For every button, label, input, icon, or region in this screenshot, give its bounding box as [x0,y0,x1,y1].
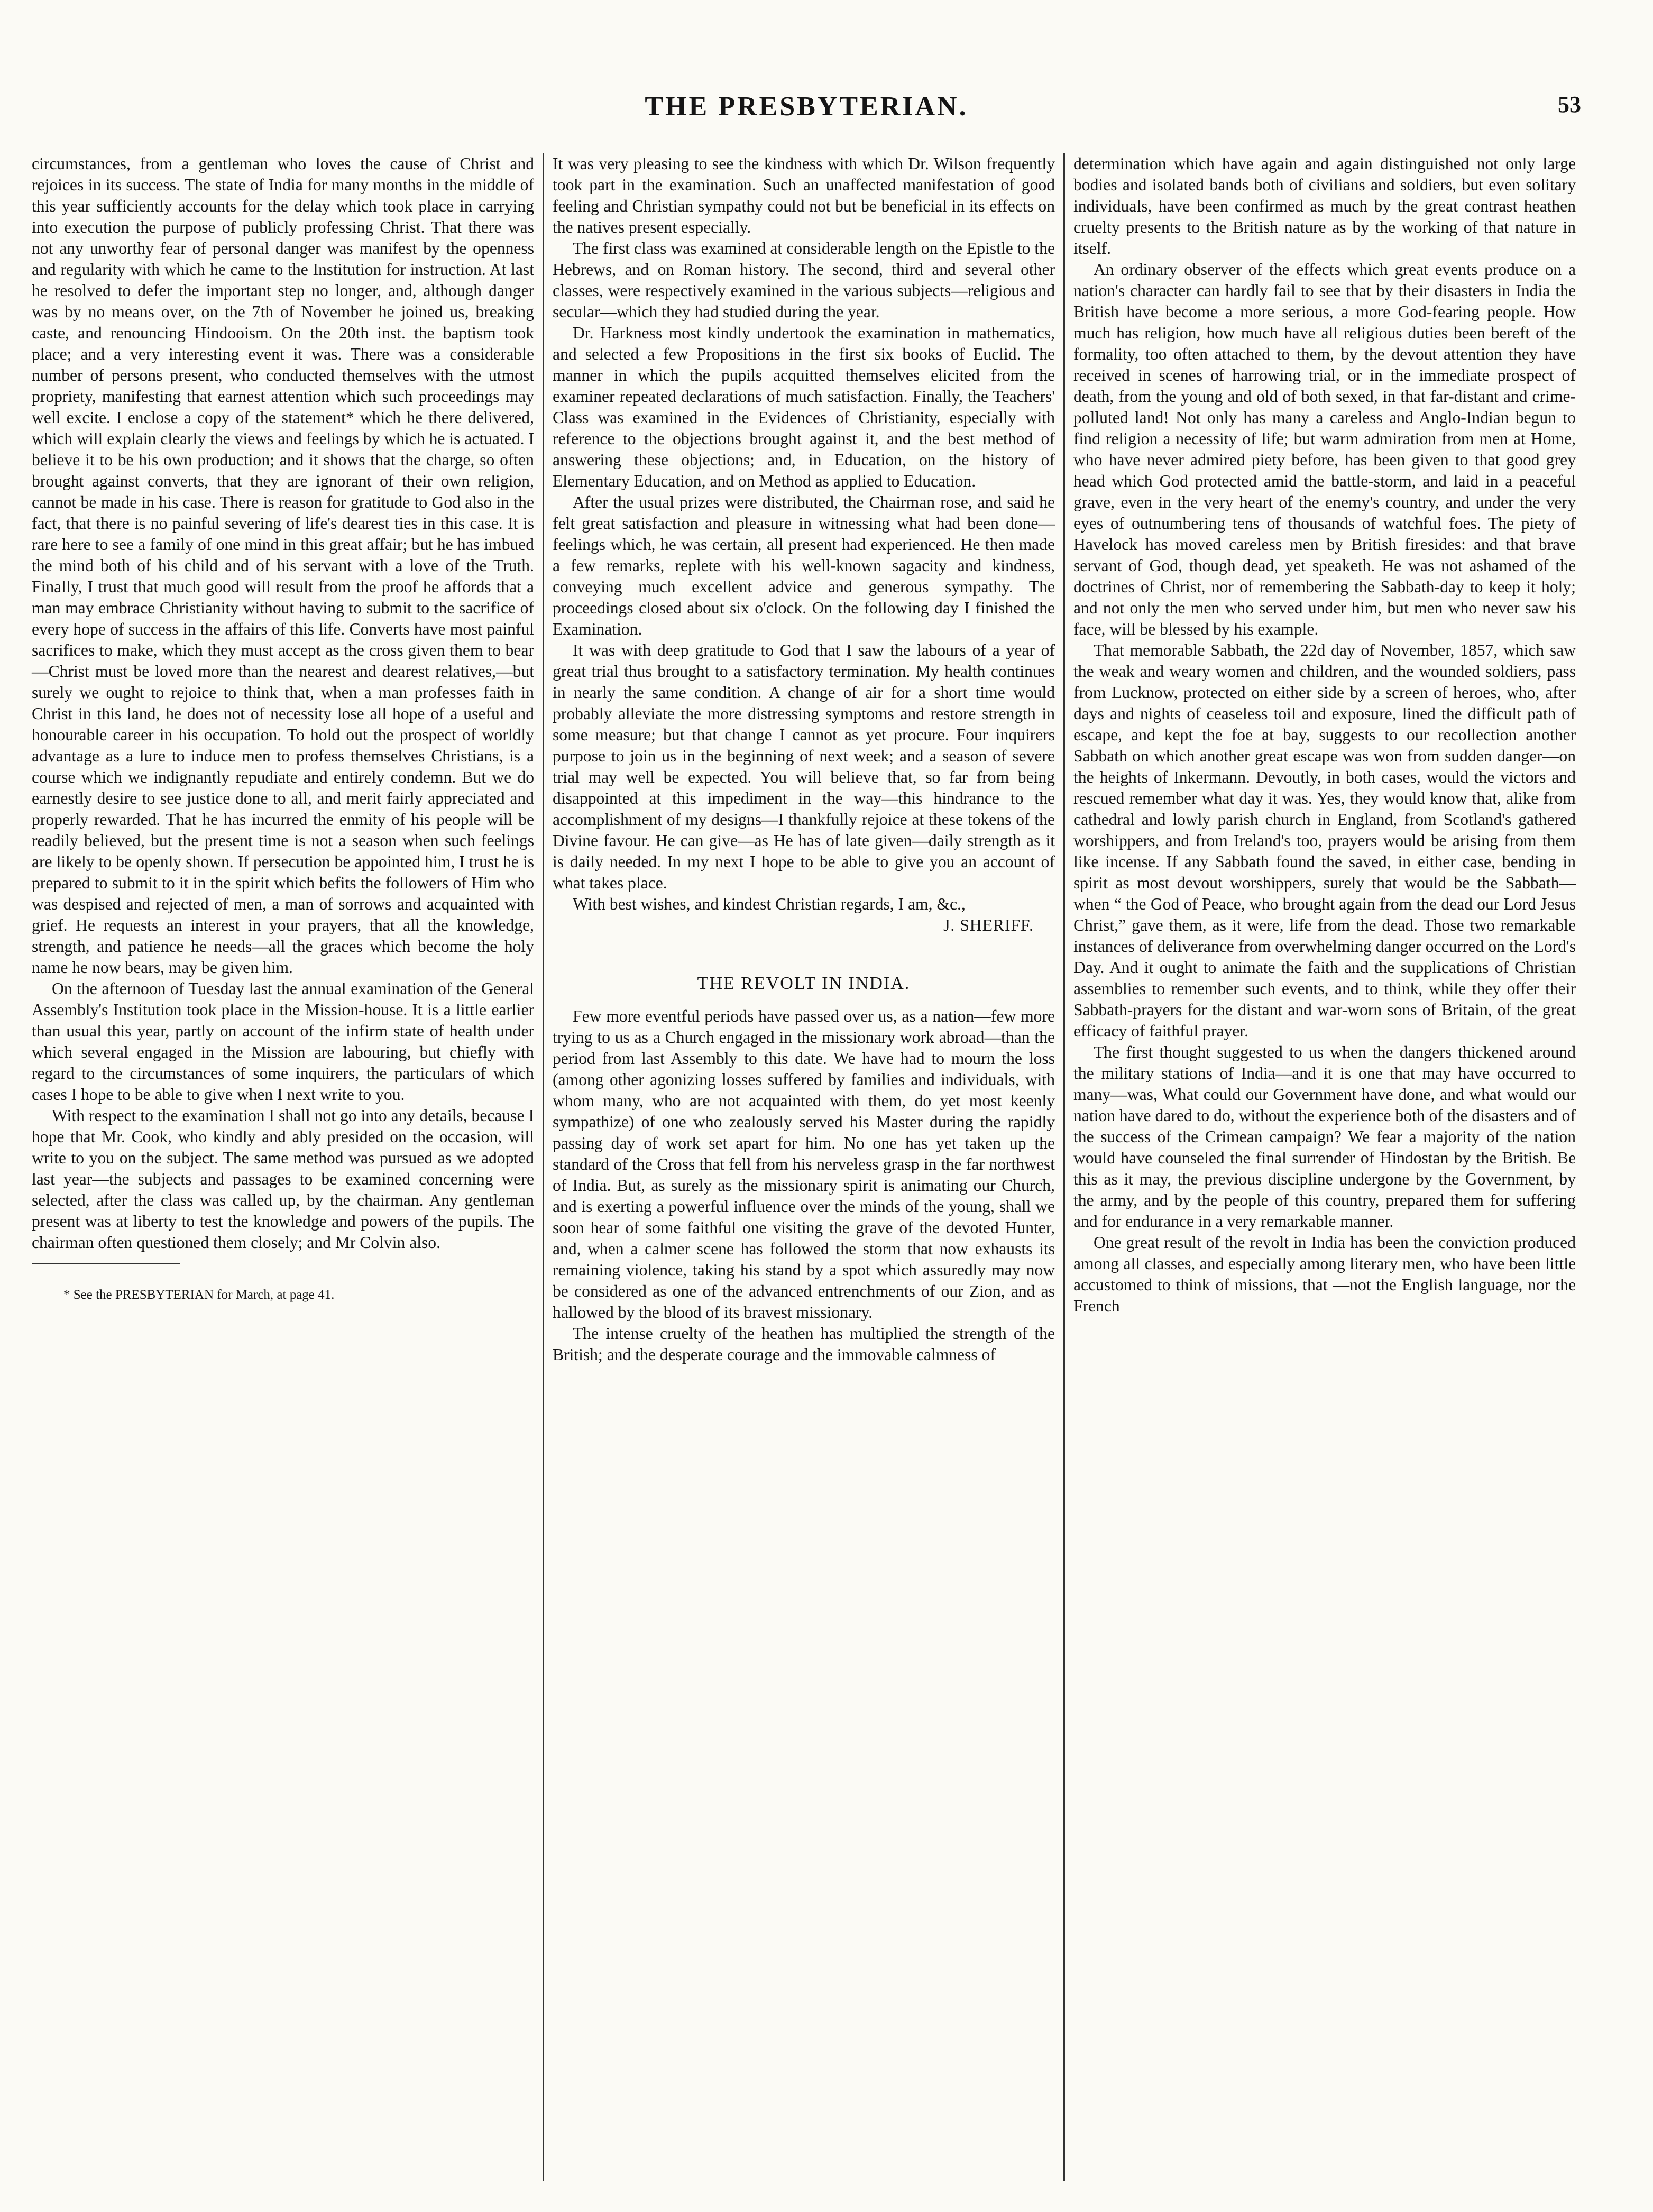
column-1 [32,153,534,1303]
page [32,79,1581,2189]
paragraph: The first class was examined at considerable length on the Epistle to the Hebrews, and on Roman history. The second, third and several other classes, were respectively examined in the various subjects—religious and secular—which they had studied during the year. [553,239,1055,321]
column-3 [1073,153,1576,1317]
column-rule [543,153,544,2181]
page-number: 53 [1558,91,1581,117]
paragraph: After the usual prizes were distributed, the Chairman rose, and said he felt great satisfaction and pleasure in witnessing what had been done—feelings which, he was certain, all present had experienced. He then made a few remarks, replete with his well-known sagacity and kindness, conveying much excellent advice and generous sympathy. The proceedings closed about six o'clock. On the following day I finished the Examination. [553,493,1055,638]
paragraph: On the afternoon of Tuesday last the annual examination of the General Assembly's Institution took place in the Mission-house. It is a little earlier than usual this year, partly on account of the infirm state of health under which several engaged in the Mission are labouring, but chiefly with regard to the circumstances of some inquirers, the particulars of which cases I hope to be able to give when I next write to you. [32,979,534,1104]
paragraph: Dr. Harkness most kindly undertook the examination in mathematics, and selected a few Propositions in the first six books of Euclid. The manner in which the pupils acquitted themselves elicited from the examiner repeated declarations of much satisfaction. Finally, the Teachers' Class was examined in the Evidences of Christianity, especially with reference to the objections brought against it, and the best method of answering these objections; and, in Education, on the history of Elementary Education, and on Method as applied to Education. [553,324,1055,490]
column-rule [1063,153,1065,2181]
paragraph: That memorable Sabbath, the 22d day of November, 1857, which saw the weak and weary women and children, and the wounded soldiers, pass from Lucknow, protected on either side by a screen of heroes, who, after days and nights of ceaseless toil and exposure, lined the difficult path of escape, and kept the foe at bay, suggests to our recollection another Sabbath on which another great escape was won from sudden danger—on the heights of Inkermann. Devoutly, in both cases, would the victors and rescued remember what day it was. Yes, they would know that, alike from cathedral and lowly parish church in England, from Scotland's gathered worshippers, and from Ireland's too, prayers would be arising from them like incense. If any Sabbath found the saved, in either case, bending in spirit as most devout worshippers, surely that would be the Sabbath—when “ the God of Peace, who brought again from the dead our Lord Jesus Christ,” gave them, as it were, life from the dead. Those two remarkable instances of deliverance from overwhelming danger occurred on the Lord's Day. And it ought to animate the faith and the supplications of Christian assemblies to remember such events, and to think, while they offer their Sabbath-prayers for the distant and war-worn sons of Britain, of the great efficacy of faithful prayer. [1073,641,1576,1040]
closing-text: With best wishes, and kindest Christian regards, I am, &c., [573,895,966,913]
paragraph: The intense cruelty of the heathen has multiplied the strength of the British; and the desperate courage and the immovable calmness of [553,1324,1055,1364]
paragraph: circumstances, from a gentleman who loves the cause of Christ and rejoices in its success. The state of India for many months in the middle of this year sufficiently accounts for the delay which took place in carrying into execution the purpose of publicly professing Christ. That there was not any unworthy fear of personal danger was manifest by the openness and regularity with which he came to the Institution for instruction. At last he resolved to defer the important step no longer, and, although danger was by no means over, on the 7th of November he joined us, breaking caste, and renouncing Hindooism. On the 20th inst. the baptism took place; and a very interesting event it was. There was a considerable number of persons present, who conducted themselves with the utmost propriety, manifesting that earnest attention which such proceedings may well excite. I enclose a copy of the statement* which he there delivered, which will explain clearly the views and feelings by which he is actuated. I believe it to be his own production; and it shows that the charge, so often brought against converts, that they are ignorant of their own religion, cannot be made in his case. There is reason for gratitude to God also in the fact, that there is no painful severing of life's dearest ties in this case. It is rare here to see a family of one mind in this great affair; but he has imbued the mind both of his child and of his servant with a love of the Truth. Finally, I trust that much good will result from the proof he affords that a man may embrace Christianity without having to submit to the sacrifice of every hope of success in the affairs of this life. Converts have most painful sacrifices to make, which they must accept as the cross given them to bear—Christ must be loved more than the nearest and dearest relatives,—but surely we ought to rejoice to think that, when a man professes faith in Christ in this land, he does not of necessity lose all hope of a useful and honourable career in his occupation. To hold out the prospect of worldly advantage as a lure to induce men to profess themselves Christians, is a course which we indignantly repudiate and entirely condemn. But we do earnestly desire to see justice done to all, and merit fairly appreciated and properly rewarded. That he has incurred the enmity of his people will be readily believed, but the present time is not a season when such feelings are likely to be openly shown. If persecution be appointed him, I trust he is prepared to submit to it in the spirit which befits the followers of Him who was despised and rejected of men, a man of sorrows and acquainted with grief. He requests an interest in your prayers, that all the knowledge, strength, and patience he needs—all the graces which become the holy name he now bears, may be given him. [32,154,534,977]
closing [553,894,1055,915]
signature-name: J. SHERIFF. [943,916,1034,934]
paragraph: It was very pleasing to see the kindness with which Dr. Wilson frequently took part in the examination. Such an unaffected manifestation of good feeling and Christian sympathy could not but be beneficial in its effects on the natives present especially. [553,154,1055,236]
paragraph: With respect to the examination I shall not go into any details, because I hope that Mr. Cook, who kindly and ably presided on the occasion, will write to you on the subject. The same method was pursued as we adopted last year—the subjects and passages to be examined concerning were selected, after the class was called up, by the chairman. Any gentleman present was at liberty to test the knowledge and powers of the pupils. The chairman often questioned them closely; and Mr Colvin also. [32,1106,534,1252]
paragraph: One great result of the revolt in India has been the conviction produced among all classes, and especially among literary men, who have been little accustomed to think of missions, that —not the English language, nor the French [1073,1233,1576,1315]
paragraph: determination which have again and again distinguished not only large bodies and isolated bands both of civilians and soldiers, but even solitary individuals, have been confirmed as much by the great contrast heathen cruelty presents to the British nature as by the working of that nature in itself. [1073,154,1576,258]
paragraph: The first thought suggested to us when the dangers thickened around the military stations of India—and it is one that may have occurred to many—was, What could our Government have done, and what would our nation have dared to do, without the experience both of the disasters and of the success of the Crimean campaign? We fear a majority of the nation would have counseled the final surrender of Hindostan by the British. Be this as it may, the previous discipline undergone by the Government, by the army, and by the people of this country, prepared them for suffering and for endurance in a very remarkable manner. [1073,1043,1576,1231]
footnote-divider [32,1263,180,1264]
paragraph: An ordinary observer of the effects which great events produce on a nation's character can hardly fail to see that by their disasters in India the British have become a more serious, a more God-fearing people. How much has religion, how much have all religious duties been bereft of the formality, too often attached to them, by the devout attention they have received in scenes of harrowing trial, or in the immediate prospect of death, from the young and old of both sexed, in that far-distant and crime-polluted land! Not only has many a careless and Anglo-Indian begun to find religion a necessity of life; but warm admiration from men at Home, who have never admired piety before, has been given to that good grey head which God protected amid the battle-storm, and laid in a peaceful grave, even in the very heart of the enemy's country, and under the very eyes of outnumbering tens of thousands of watchful foes. The piety of Havelock has moved careless men by British firesides: and that brave servant of God, though dead, yet speaketh. He was not ashamed of the doctrines of Christ, nor of remembering the Sabbath-day to keep it holy; and not only the men who served under him, but men who never saw his face, will be blessed by his example. [1073,260,1576,638]
page-title: THE PRESBYTERIAN. [645,91,968,122]
section-title: THE REVOLT IN INDIA. [697,974,911,993]
column-2 [553,153,1055,1365]
paragraph: Few more eventful periods have passed over us, as a nation—few more trying to us as a Church engaged in the missionary work abroad—than the period from last Assembly to this date. We have had to mourn the loss (among other agonizing losses suffered by families and individuals, with whom many, who are not acquainted with them, do yet most keenly sympathize) of one who zealously served his Master during the rapidly passing day of work set apart for him. No one has yet taken up the standard of the Cross that fell from his nerveless grasp in the far northwest of India. But, as surely as the missionary spirit is animating our Church, and is exerting a powerful influence over the minds of the young, shall we soon hear of some faithful one visiting the grave of the devoted Hunter, and, when a calmer scene has followed the storm that now exhausts its remaining violence, taking his stand by a spot which assuredly may now be considered as one of the advanced entrenchments of our Zion, and as hallowed by the blood of its bravest missionary. [553,1007,1055,1321]
footnote: * See the PRESBYTERIAN for March, at page 41. [63,1288,335,1302]
paragraph: It was with deep gratitude to God that I saw the labours of a year of great trial thus brought to a satisfactory termination. My health continues in nearly the same condition. A change of air for a short time would probably alleviate the more distressing symptoms and restore strength in some measure; but that change I cannot as yet procure. Four inquirers purpose to join us in the beginning of next week; and a season of severe trial may well be expected. You will believe that, so far from being disappointed at this impediment in the way—this hindrance to the accomplishment of my designs—I thankfully rejoice at these tokens of the Divine favour. He can give—as He has of late given—daily strength as it is daily needed. In my next I hope to be able to give you an account of what takes place. [553,641,1055,892]
signature [553,915,1055,936]
